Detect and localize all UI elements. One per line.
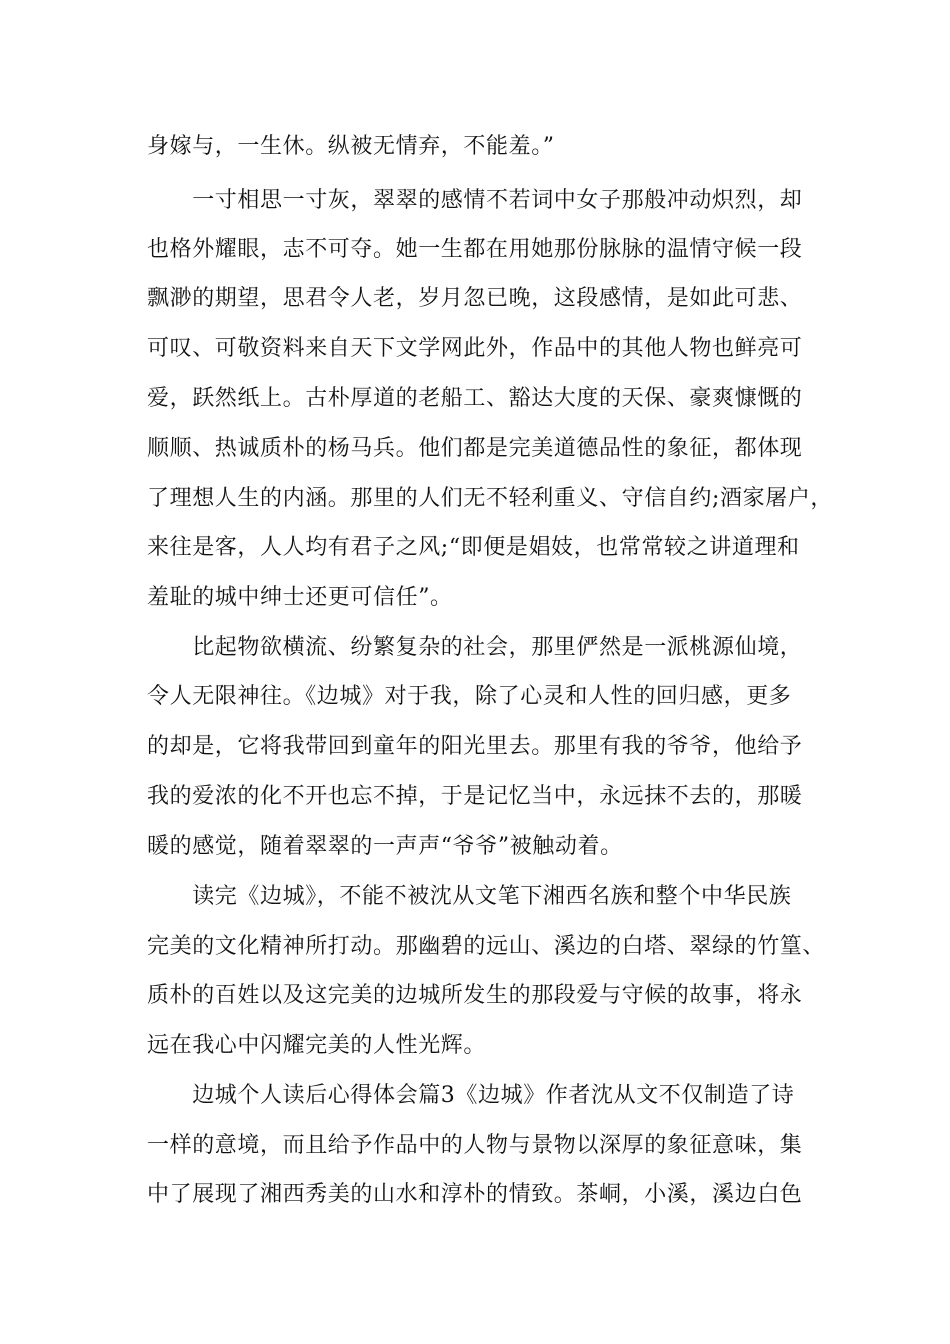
text-line: 令人无限神往。《边城》对于我，除了心灵和人性的回归感，更多 — [147, 684, 792, 709]
text-line: 羞耻的城中绅士还更可信任”。 — [147, 585, 453, 610]
text-line: 边城个人读后心得体会篇3《边城》作者沈从文不仅制造了诗 — [147, 1083, 795, 1108]
text-line: 也格外耀眼，志不可夺。她一生都在用她那份脉脉的温情守候一段 — [147, 237, 803, 262]
text-line: 我的爱浓的化不开也忘不掉，于是记忆当中，永远抹不去的，那暖 — [147, 784, 803, 809]
text-line: 中了展现了湘西秀美的山水和淳朴的情致。茶峒，小溪，溪边白色 — [147, 1182, 803, 1207]
text-line: 可叹、可敬资料来自天下文学网此外，作品中的其他人物也鲜亮可 — [147, 336, 803, 361]
text-line: 远在我心中闪耀完美的人性光辉。 — [147, 1033, 487, 1058]
text-line: 暖的感觉，随着翠翠的一声声“爷爷”被触动着。 — [147, 834, 623, 859]
text-line: 一寸相思一寸灰，翠翠的感情不若词中女子那般冲动炽烈，却 — [147, 188, 803, 213]
text-line: 来往是客，人人均有君子之风;“即便是娼妓，也常常较之讲道理和 — [147, 535, 800, 560]
text-line: 了理想人生的内涵。那里的人们无不轻利重义、守信自约;酒家屠户， — [147, 486, 834, 511]
text-line: 身嫁与，一生休。纵被无情弃，不能羞。” — [147, 134, 555, 159]
text-line: 一样的意境，而且给予作品中的人物与景物以深厚的象征意味，集 — [147, 1133, 803, 1158]
text-line: 比起物欲横流、纷繁复杂的社会，那里俨然是一派桃源仙境， — [147, 635, 803, 660]
text-line: 质朴的百姓以及这完美的边城所发生的那段爱与守候的故事，将永 — [147, 983, 803, 1008]
text-line: 的却是，它将我带回到童年的阳光里去。那里有我的爷爷，他给予 — [147, 734, 803, 759]
text-line: 完美的文化精神所打动。那幽碧的远山、溪边的白塔、翠绿的竹篁、 — [147, 934, 826, 959]
text-line: 飘渺的期望，思君令人老，岁月忽已晚，这段感情，是如此可悲、 — [147, 286, 803, 311]
text-line: 爱，跃然纸上。古朴厚道的老船工、豁达大度的天保、豪爽慷慨的 — [147, 386, 803, 411]
text-line: 顺顺、热诚质朴的杨马兵。他们都是完美道德品性的象征，都体现 — [147, 436, 803, 461]
text-line: 读完《边城》，不能不被沈从文笔下湘西名族和整个中华民族 — [147, 884, 792, 909]
